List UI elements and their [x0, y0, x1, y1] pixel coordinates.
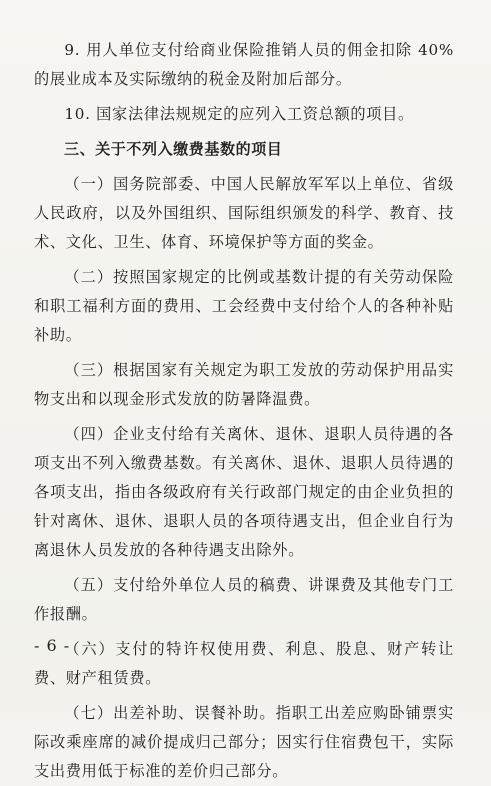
- paragraph-sub-6: （六）支付的特许权使用费、利息、股息、财产转让费、财产租赁费。: [34, 640, 454, 687]
- paragraph-sub-4: （四）企业支付给有关离休、退休、退职人员待遇的各项支出不列入缴费基数。有关离休、退休、退职人员待遇的各项支出，指由各级政府有关行政部门规定的由企业负担的针对离休、退休、退职人员的各项待遇支出，但企业自行为离退休人员发放的各种待遇支出除外。: [34, 425, 454, 559]
- section-heading: 三、关于不列入缴费基数的项目: [64, 140, 283, 158]
- paragraph-sub-1: （一）国务院部委、中国人民解放军军以上单位、省级人民政府，以及外国组织、国际组织颁发的科学、教育、技术、文化、卫生、体育、环境保护等方面的奖金。: [34, 175, 454, 251]
- paragraph-item-9: 9. 用人单位支付给商业保险推销人员的佣金扣除 40%的展业成本及实际缴纳的税金及附加后部分。: [34, 41, 454, 88]
- paragraph-sub-2: （二）按照国家规定的比例或基数计提的有关劳动保险和职工福利方面的费用、工会经费中支付给个人的各种补贴补助。: [34, 268, 454, 344]
- paragraph-sub-3: （三）根据国家有关规定为职工发放的劳动保护用品实物支出和以现金形式发放的防暑降温费。: [34, 361, 454, 408]
- document-body: [34, 36, 454, 786]
- page-number: - 6 -: [34, 636, 71, 655]
- paragraph-item-10: 10. 国家法律法规规定的应列入工资总额的项目。: [64, 105, 414, 123]
- paragraph-sub-7: （七）出差补助、误餐补助。指职工出差应购卧铺票实际改乘座席的减价提成归己部分；因实行住宿费包干，实际支出费用低于标准的差价归己部分。: [34, 704, 454, 780]
- paragraph-sub-5: （五）支付给外单位人员的稿费、讲课费及其他专门工作报酬。: [34, 576, 454, 623]
